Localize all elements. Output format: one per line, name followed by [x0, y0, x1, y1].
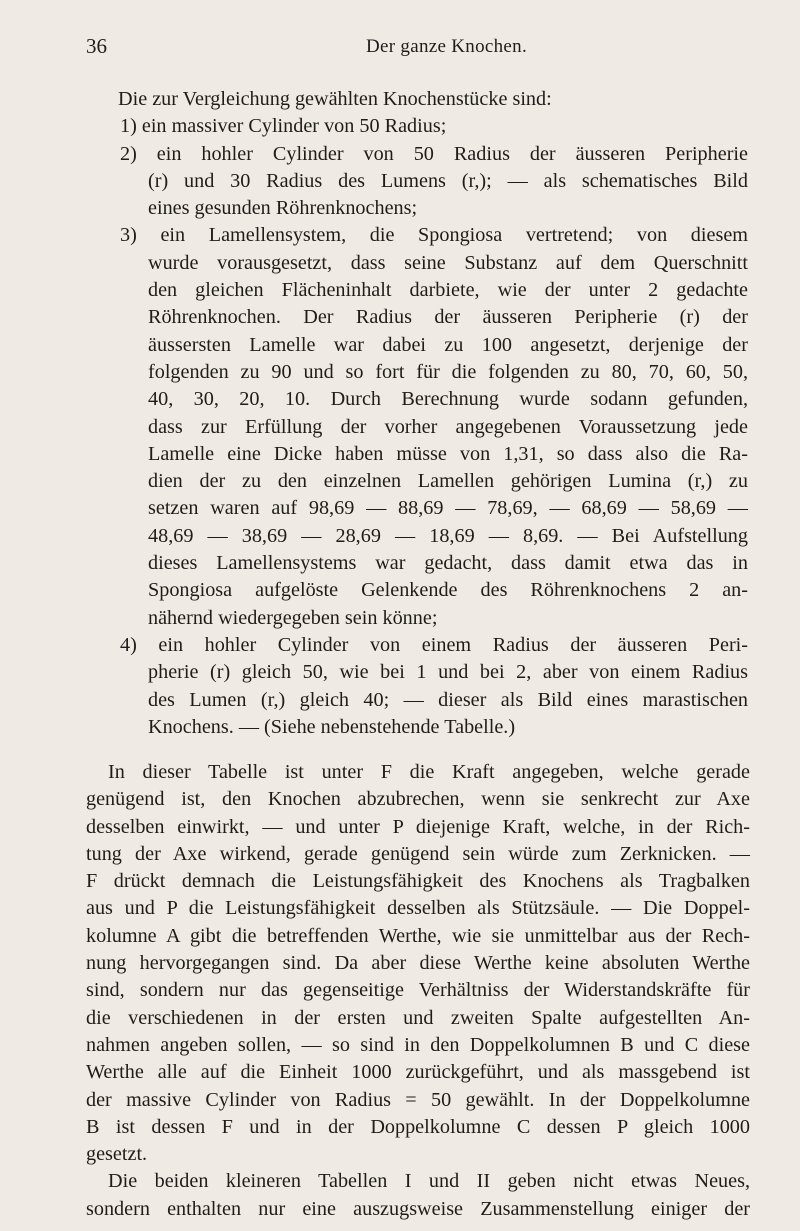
page-header — [0, 34, 800, 64]
text-line: pherie (r) gleich 50, wie bei 1 und bei 2, aber von einem Radius — [148, 661, 748, 684]
text-line: Die zur Vergleichung gewählten Knochenstücke sind: — [118, 88, 552, 110]
text-line: B ist dessen F und in der Doppelkolumne C dessen P gleich 1000 — [86, 1115, 750, 1138]
list-item-3: 3) ein Lamellensystem, die Spongiosa vertretend; von diesem — [120, 224, 748, 247]
text-line: tung der Axe wirkend, gerade genügend sein würde zum Zerknicken. — — [86, 842, 750, 865]
text-line: die verschiedenen in der ersten und zweiten Spalte aufgestellten An- — [86, 1006, 750, 1029]
text-line: eines gesunden Röhrenknochens; — [148, 197, 418, 220]
text-line: Die beiden kleineren Tabellen I und II geben nicht etwas Neues, — [108, 1170, 750, 1193]
list-item-4: 4) ein hohler Cylinder von einem Radius der äusseren Peri- — [120, 633, 748, 656]
body-text-2 — [86, 759, 750, 1223]
text-line: 48,69 — 38,69 — 28,69 — 18,69 — 8,69. — Bei Aufstellung — [148, 524, 748, 547]
body-text — [118, 86, 748, 759]
text-line: dien der zu den einzelnen Lamellen gehörigen Lumina (r,) zu — [148, 470, 748, 493]
list-item-1: 1) ein massiver Cylinder von 50 Radius; — [120, 115, 447, 138]
text-line: setzen waren auf 98,69 — 88,69 — 78,69, — 68,69 — 58,69 — — [148, 497, 748, 520]
text-line: nähernd wiedergegeben sein könne; — [148, 606, 438, 629]
text-line: Spongiosa aufgelöste Gelenkende des Röhrenknochens 2 an- — [148, 579, 748, 602]
list-item-2: 2) ein hohler Cylinder von 50 Radius der äusseren Peripherie — [120, 142, 748, 165]
text-line: In dieser Tabelle ist unter F die Kraft angegeben, welche gerade — [108, 761, 750, 783]
text-line: (r) und 30 Radius des Lumens (r,); — als schematisches Bild — [148, 169, 748, 192]
text-line: folgenden zu 90 und so fort für die folgenden zu 80, 70, 60, 50, — [148, 360, 748, 383]
text-line: des Lumen (r,) gleich 40; — dieser als Bild eines marastischen — [148, 688, 748, 711]
page-number: 36 — [86, 34, 107, 58]
text-line: 40, 30, 20, 10. Durch Berechnung wurde sodann gefunden, — [148, 388, 748, 411]
text-line: sind, sondern nur das gegenseitige Verhältniss der Widerstandskräfte für — [86, 979, 750, 1002]
text-line: Werthe alle auf die Einheit 1000 zurückgeführt, und als massgebend ist — [86, 1061, 750, 1084]
text-line: Lamelle eine Dicke haben müsse von 1,31, so dass also die Ra- — [148, 442, 748, 465]
text-line: der massive Cylinder von Radius = 50 gewählt. In der Doppelkolumne — [86, 1088, 750, 1111]
text-line: gesetzt. — [86, 1143, 148, 1166]
text-line: sondern enthalten nur eine auszugsweise Zusammenstellung einiger der — [86, 1197, 750, 1220]
text-line: kolumne A gibt die betreffenden Werthe, wie sie unmittelbar aus der Rech- — [86, 924, 750, 947]
text-line: Röhrenknochen. Der Radius der äusseren Peripherie (r) der — [148, 306, 748, 329]
text-line: den gleichen Flächeninhalt darbiete, wie der unter 2 gedachte — [148, 279, 748, 302]
text-line: nung hervorgegangen sind. Da aber diese Werthe keine absoluten Werthe — [86, 952, 750, 975]
text-line: Knochens. — (Siehe nebenstehende Tabelle.) — [148, 715, 516, 738]
text-line: aus und P die Leistungsfähigkeit desselben als Stützsäule. — Die Doppel- — [86, 897, 750, 920]
text-line: wurde vorausgesetzt, dass seine Substanz auf dem Querschnitt — [148, 251, 748, 274]
text-line: desselben einwirkt, — und unter P diejenige Kraft, welche, in der Rich- — [86, 815, 750, 838]
text-line: nahmen angeben sollen, — so sind in den Doppelkolumnen B und C diese — [86, 1033, 750, 1056]
text-line: genügend ist, den Knochen abzubrechen, wenn sie senkrecht zur Axe — [86, 788, 750, 811]
text-line: dieses Lamellensystems war gedacht, dass damit etwa das in — [148, 552, 748, 575]
text-line: dass zur Erfüllung der vorher angegebenen Voraussetzung jede — [148, 415, 748, 438]
text-line: äussersten Lamelle war dabei zu 100 angesetzt, derjenige der — [148, 333, 748, 356]
text-line: F drückt demnach die Leistungsfähigkeit des Knochens als Tragbalken — [86, 870, 750, 893]
running-title: Der ganze Knochen. — [366, 36, 528, 57]
